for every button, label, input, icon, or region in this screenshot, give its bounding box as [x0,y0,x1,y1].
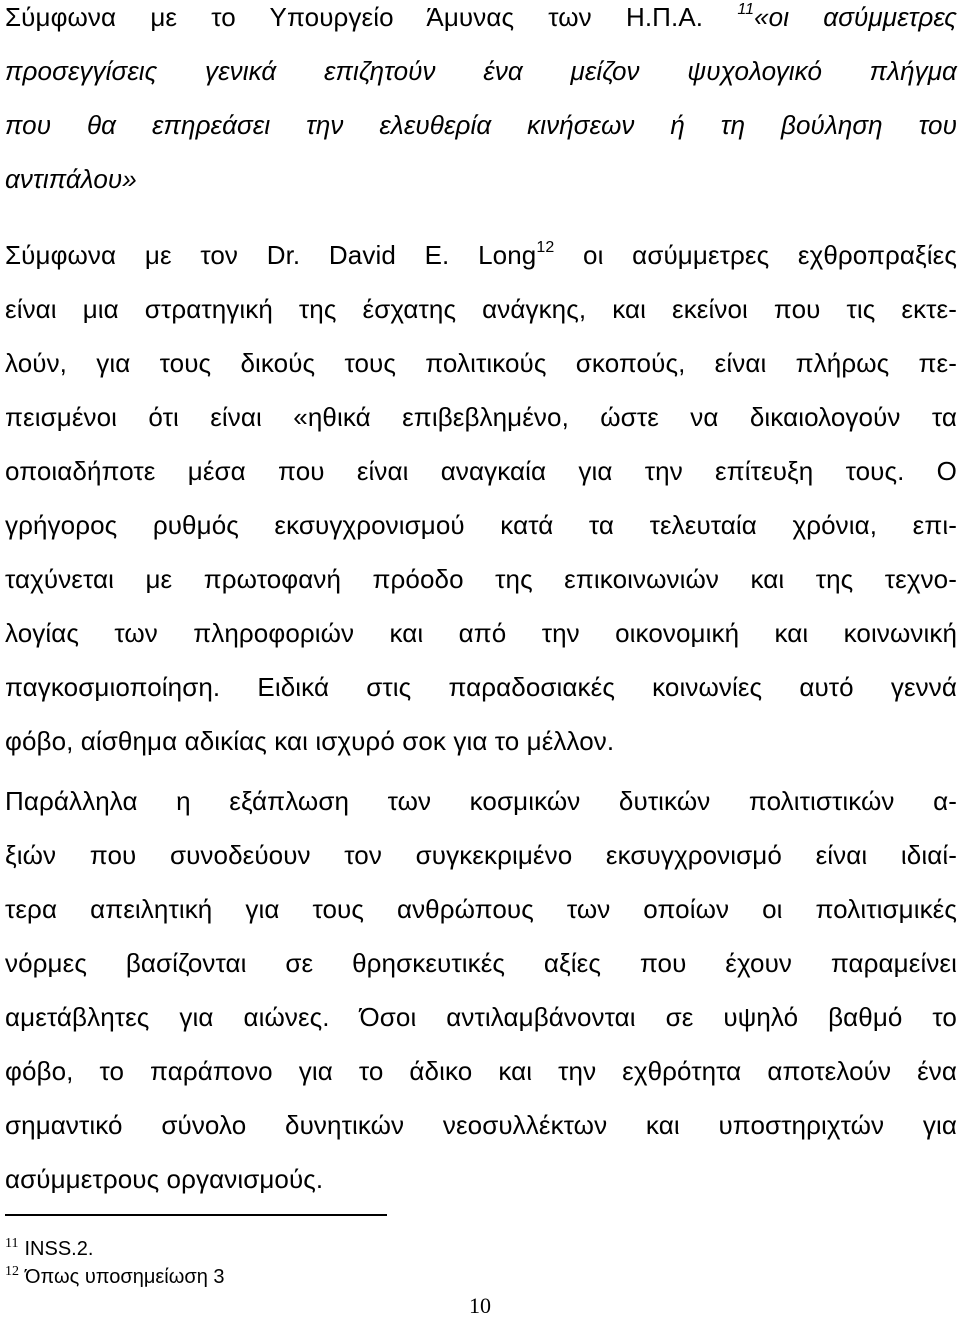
footnote-text: Όπως υποσημείωση 3 [25,1266,225,1288]
paragraph-2-line: λούν, για τους δικούς τους πολιτικούς σκοπούς, είναι πλήρως πε- [5,348,957,378]
paragraph-3-line: νόρμες βασίζονται σε θρησκευτικές αξίες που έχουν παραμείνει [5,948,957,978]
page-number: 10 [469,1293,491,1318]
paragraph-2-intro-end: οι ασύμμετρες εχθροπραξίες [583,240,957,270]
footnote-text: INSS.2. [24,1238,94,1260]
footnote-11 [5,1237,93,1261]
footnote-number: 11 [5,1236,19,1251]
paragraph-3-line: τερα απειλητική για τους ανθρώπους των οποίων οι πολιτισμικές [5,894,957,924]
paragraph-3-line: σημαντικό σύνολο δυνητικών νεοσυλλέκτων και υποστηριχτών για [5,1110,957,1140]
paragraph-2-line: οποιαδήποτε μέσα που είναι αναγκαία για την επίτευξη τους. Ο [5,456,957,486]
paragraph-2-line: ταχύνεται με πρωτοφανή πρόοδο της επικοινωνιών και της τεχνο- [5,564,957,594]
footnote-ref-12[interactable]: 12 [536,239,555,256]
paragraph-3-line: Παράλληλα η εξάπλωση των κοσμικών δυτικών πολιτιστικών α- [5,786,957,816]
paragraph-2-line: γρήγορος ρυθμός εκσυγχρονισμού κατά τα τελευταία χρόνια, επι- [5,510,957,540]
paragraph-1-line-2: προσεγγίσεις γενικά επιζητούν ένα μείζον ψυχολογικό πλήγμα [5,56,957,86]
paragraph-3-line: ασύμμετρους οργανισμούς. [5,1164,324,1194]
paragraph-2-intro: Σύμφωνα με τον Dr. David E. Long [5,240,537,270]
paragraph-2-line: είναι μια στρατηγική της έσχατης ανάγκης, και εκείνοι που τις εκτε- [5,294,957,324]
paragraph-3-line: φόβο, το παράπονο για το άδικο και την εχθρότητα αποτελούν ένα [5,1056,957,1086]
paragraph-2-line: παγκοσμιοποίηση. Ειδικά στις παραδοσιακές κοινωνίες αυτό γεννά [5,672,957,702]
paragraph-2-line: φόβο, αίσθημα αδικίας και ισχυρό σοκ για το μέλλον. [5,726,615,756]
paragraph-2-line-1 [5,240,957,270]
footnote-separator [5,1214,387,1216]
paragraph-2-line: λογίας των πληροφοριών και από την οικονομική και κοινωνική [5,618,957,648]
footnote-ref-11[interactable]: 11 [737,1,755,18]
paragraph-1-line-1 [5,2,957,32]
paragraph-1-line-4: αντιπάλου» [5,164,137,194]
footnote-number: 12 [5,1264,19,1279]
footnote-12 [5,1265,225,1289]
quote-start: «οι ασύμμετρες [754,2,957,32]
paragraph-2-line: πεισμένοι ότι είναι «ηθικά επιβεβλημένο, ώστε να δικαιολογούν τα [5,402,957,432]
paragraph-3-line: αμετάβλητες για αιώνες. Όσοι αντιλαμβάνονται σε υψηλό βαθμό το [5,1002,957,1032]
paragraph-1-intro: Σύμφωνα με το Υπουργείο Άμυνας των Η.Π.Α. [5,2,704,32]
paragraph-1-line-3: που θα επηρεάσει την ελευθερία κινήσεων ή τη βούληση του [5,110,957,140]
paragraph-3-line: ξιών που συνοδεύουν τον συγκεκριμένο εκσυγχρονισμό είναι ιδιαί- [5,840,957,870]
